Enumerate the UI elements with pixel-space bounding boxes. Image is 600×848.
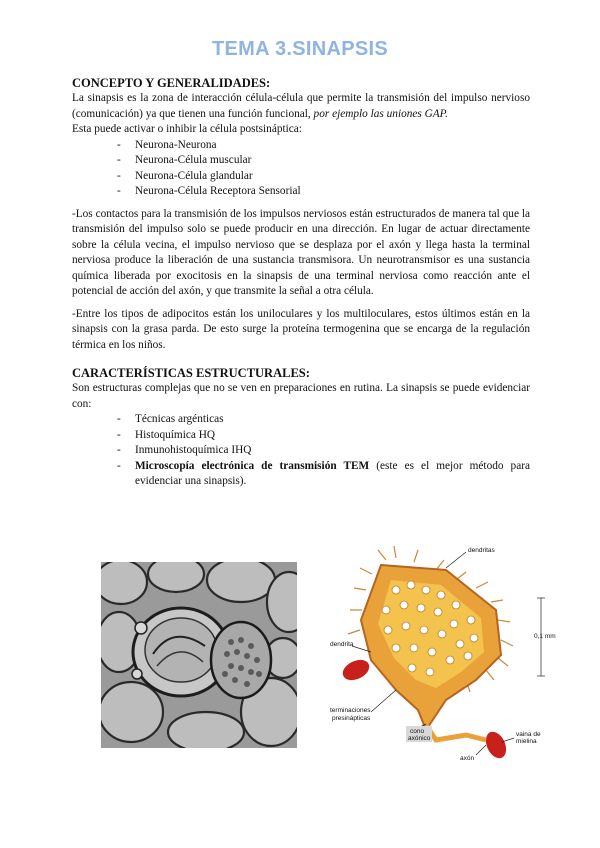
synapse-types-list [72,138,530,200]
definition-example: por ejemplo las uniones GAP. [313,107,448,120]
paragraph-transmission: -Los contactos para la transmisión de los impulsos nerviosos están estructurados de manera tal que la transmisión del impulso solo se puede producir en una dirección. En lugar de actuar directamente sobre la célula vecina, el impulso nervioso que se desplaza por el axón y llega hasta la terminal nerviosa produce la liberación de una sustancia transmisora. Un neurotransmisor es una sustancia química liberada por exocitosis en la sinapsis de una terminal nerviosa como reacción ante el potencial de acción del axón, y que transmite la señal a otra célula. [72,207,530,297]
label-terminaciones-2: presinápticas [332,715,371,722]
paragraph-activation: Esta puede activar o inhibir la célula postsináptica: [72,123,302,135]
list-item: - Neurona-Célula Receptora Sensorial [72,184,530,200]
list-item: - Neurona-Neurona [72,138,530,154]
section-heading-caracteristicas: CARACTERÍSTICAS ESTRUCTURALES: [72,366,310,380]
definition-text: La sinapsis es la zona de interacción célula-célula que permite la transmisión del impulso nervioso (comunicación) ya que tienen una función funcional, [72,92,530,120]
list-item [72,459,530,490]
label-dendrita: dendrita [330,641,354,648]
label-scale: 0,1 mm [534,633,556,640]
label-vaina-2: mielina [516,738,537,745]
methods-list [72,412,530,490]
page-title: TEMA 3.SINAPSIS [211,38,388,60]
label-axon: axón [460,755,475,762]
list-item: - Histoquímica HQ [72,428,530,444]
list-item: - Neurona-Célula glandular [72,169,530,185]
list-item: - Inmunohistoquímica IHQ [72,443,530,459]
tem-method: Microscopía electrónica de transmisión TEM [135,459,370,472]
neuron-synapses-diagram [326,540,566,770]
paragraph-structures: Son estructuras complejas que no se ven en preparaciones en rutina. La sinapsis se puede evidenciar con: [72,382,530,410]
paragraph-adipocytes: -Entre los tipos de adipocitos están los uniloculares y los multiloculares, estos últimos están en la sinapsis con la grasa parda. De esto surge la proteína termogenina que se encarga de la regulación térmica en los niños. [72,307,530,351]
label-cono-1: cono [410,728,425,735]
document-body [72,75,530,490]
section-heading-concepto: CONCEPTO Y GENERALIDADES: [72,76,271,90]
electron-micrograph-image [101,562,297,748]
label-terminaciones-1: terminaciones [330,707,371,714]
label-cono-2: axónico [408,735,431,742]
list-item: - Neurona-Célula muscular [72,153,530,169]
paragraph-definition [72,91,530,122]
list-item: - Técnicas argénticas [72,412,530,428]
tem-method-note: (este es el mejor método para evidenciar una sinapsis). [135,459,530,487]
label-dendritas: dendritas [468,547,495,554]
label-vaina-1: vaina de [516,731,541,738]
